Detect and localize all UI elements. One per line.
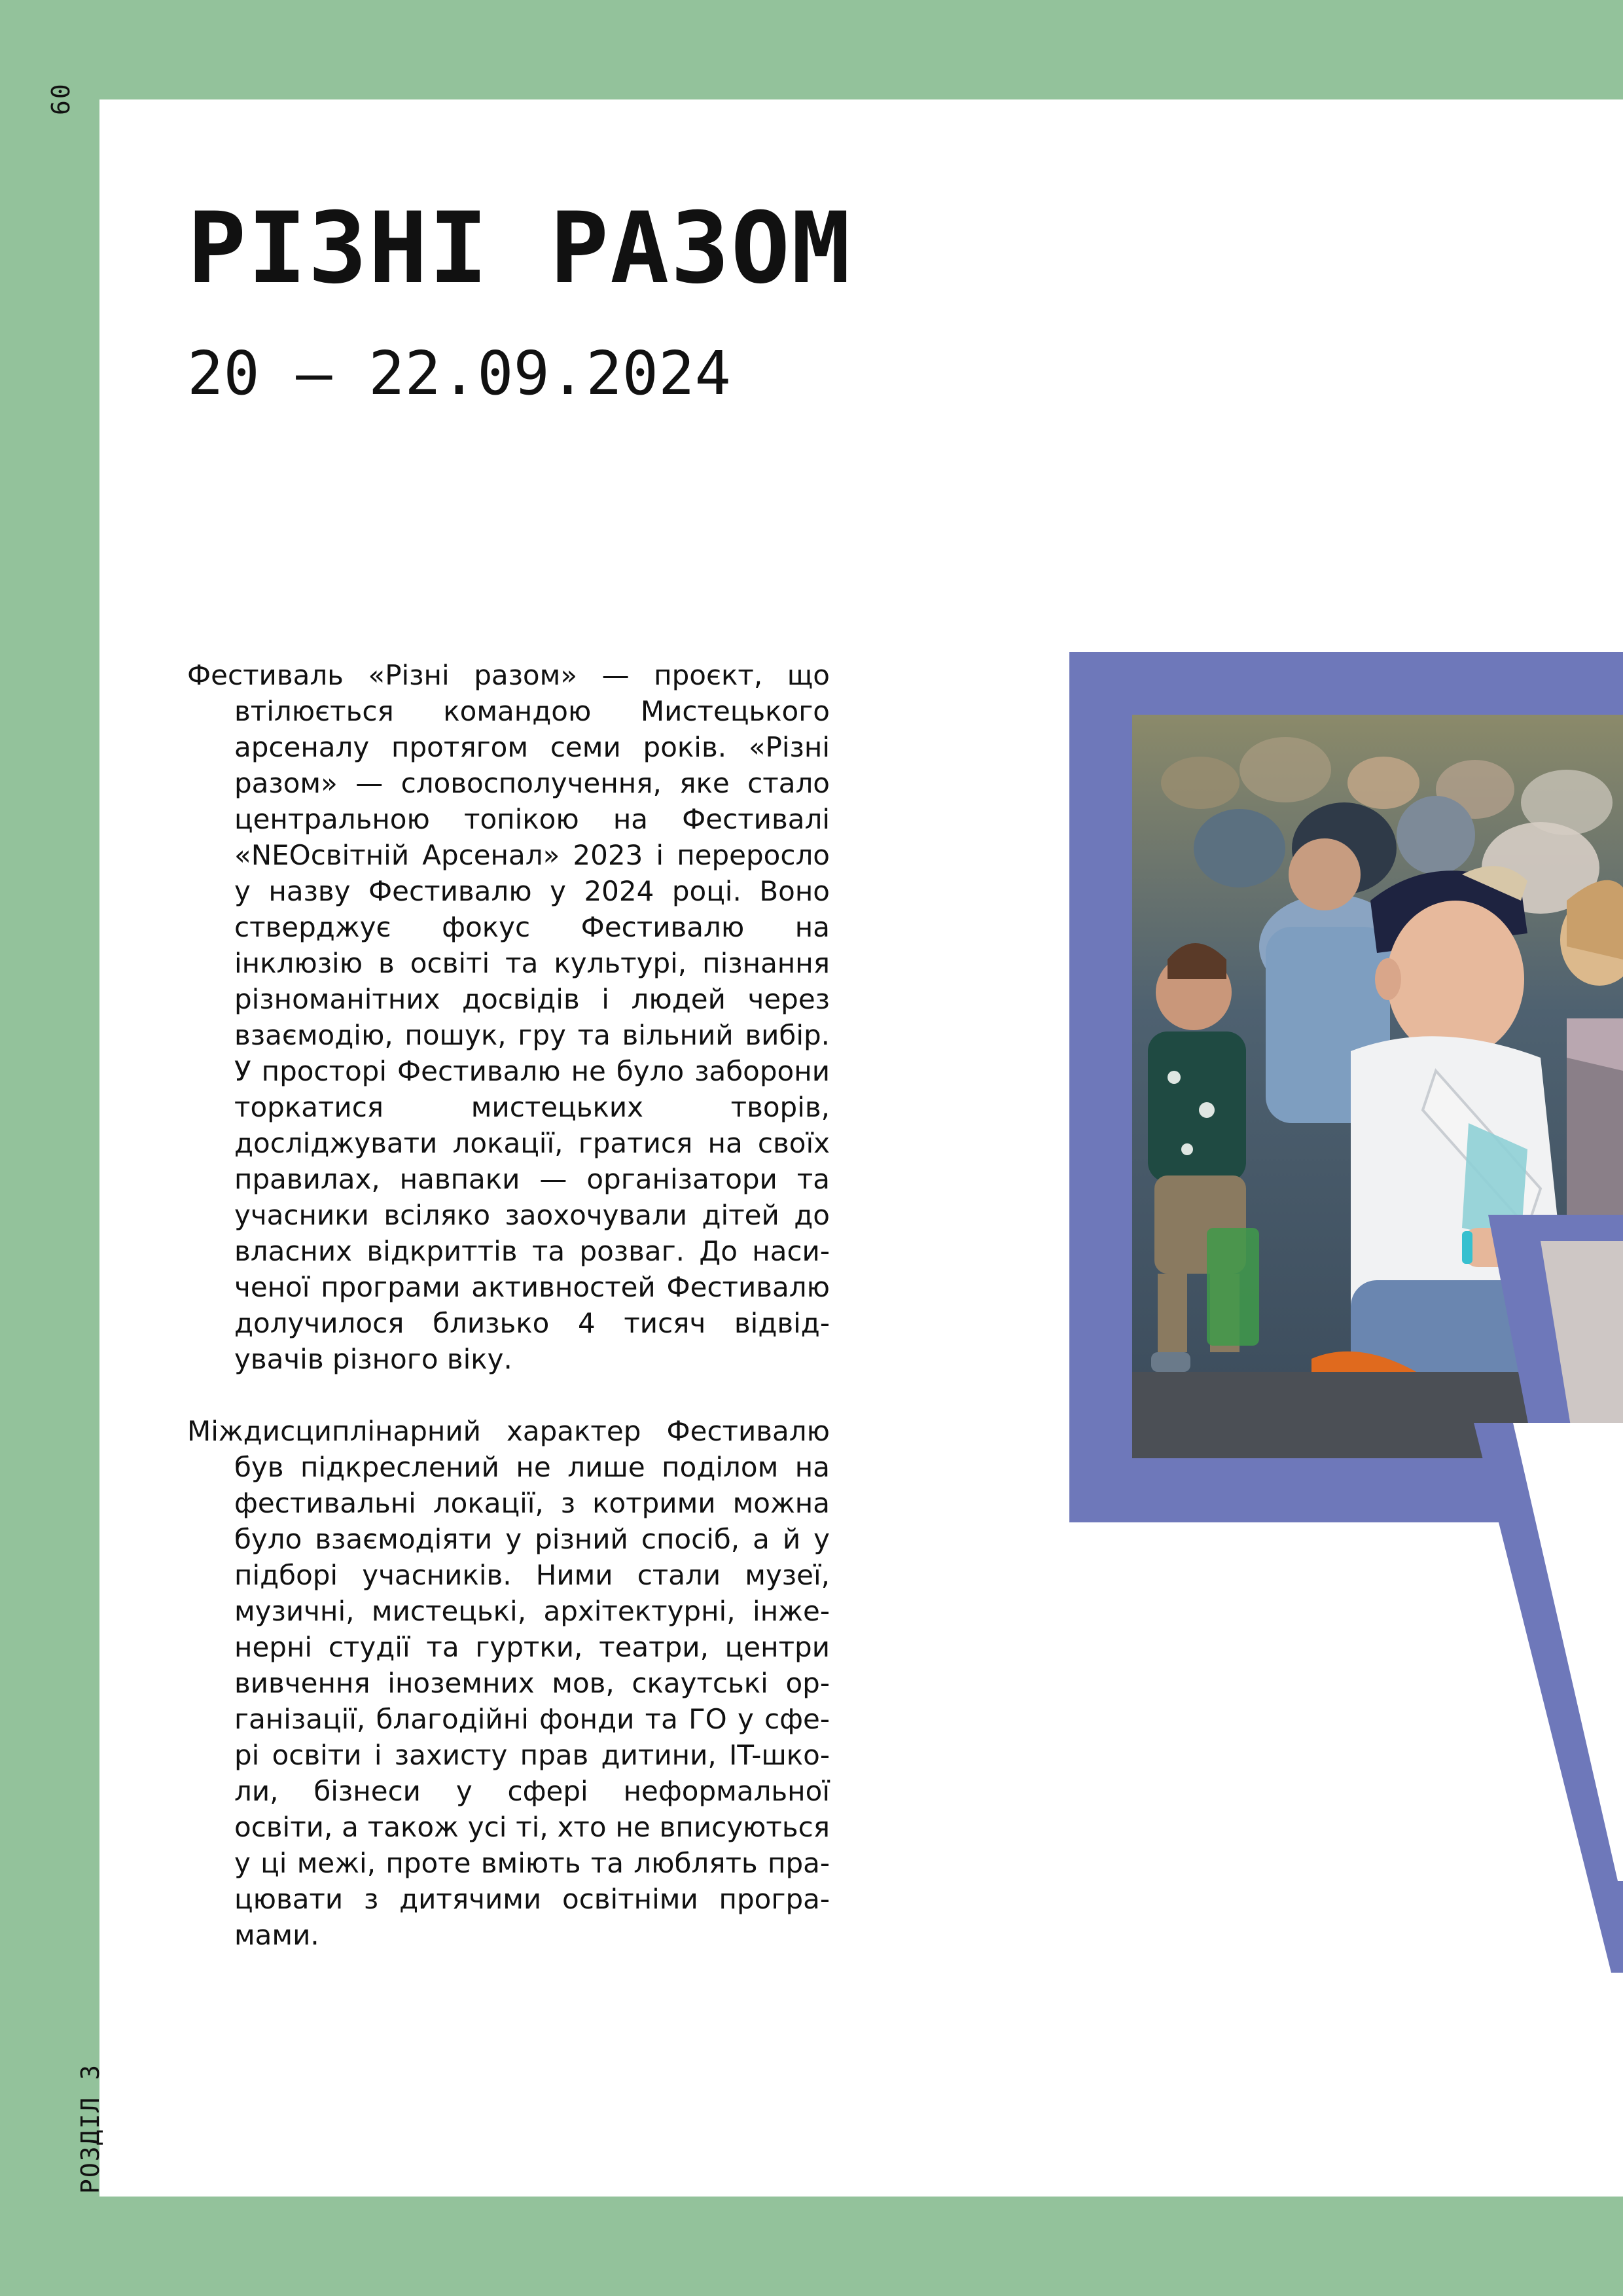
festival-dates: 20 — 22.09.2024	[187, 338, 731, 408]
page-sheet	[99, 99, 1623, 2197]
body-text	[187, 657, 830, 1953]
paragraph-2: Міждисциплінарний характер Фестивалю був підкреслений не лише поділом на фестивальні локації, з котрими можна було взаємодіяти у різний спосіб, а й у підборі учасників. Ними стали музеї, музичні, мистецькі, архітектурні, інженерні студії та гуртки, театри, центри вивчення іноземних мов, скаутські організації, благодійні фонди та ГО у сфері освіти і захисту прав дитини, IT-школи, бізнеси у сфері неформальної освіти, а також усі ті, хто не вписуються у ці межі, проте вміють та люблять працювати з дитячими освітніми програмами.	[187, 1415, 830, 1951]
festival-photo-illustration	[1069, 652, 1623, 1522]
paragraph-1: Фестиваль «Різні разом» — проєкт, що втілюється командою Мистецького арсеналу протягом семи років. «Різні разом» — словосполучення, яке стало центральною топікою на Фестивалі «NEOсвітній Арсенал» 2023 і переросло у назву Фестивалю у 2024 році. Воно стверджує фокус Фестивалю на інклюзію в освіті та культурі, пізнання різноманітних досвідів і людей через взаємодію, пошук, гру та вільний вибір. У просторі Фестивалю не було заборони торкатися мистецьких творів, досліджувати локації, гратися на своїх правилах, навпаки — організатори та учасники всіляко заохочували дітей до власних відкриттів та розваг. До насиченої програми активностей Фестивалю долучилося близько 4 тисяч відвідувачів різного віку.	[187, 659, 830, 1375]
page-title: РІЗНІ РАЗОМ	[187, 192, 852, 306]
purple-wedge-tail	[1474, 1423, 1623, 1973]
photo-frame	[1069, 652, 1623, 1522]
section-label: РОЗДІЛ 3	[76, 2063, 105, 2194]
page-number: 60	[46, 82, 76, 115]
